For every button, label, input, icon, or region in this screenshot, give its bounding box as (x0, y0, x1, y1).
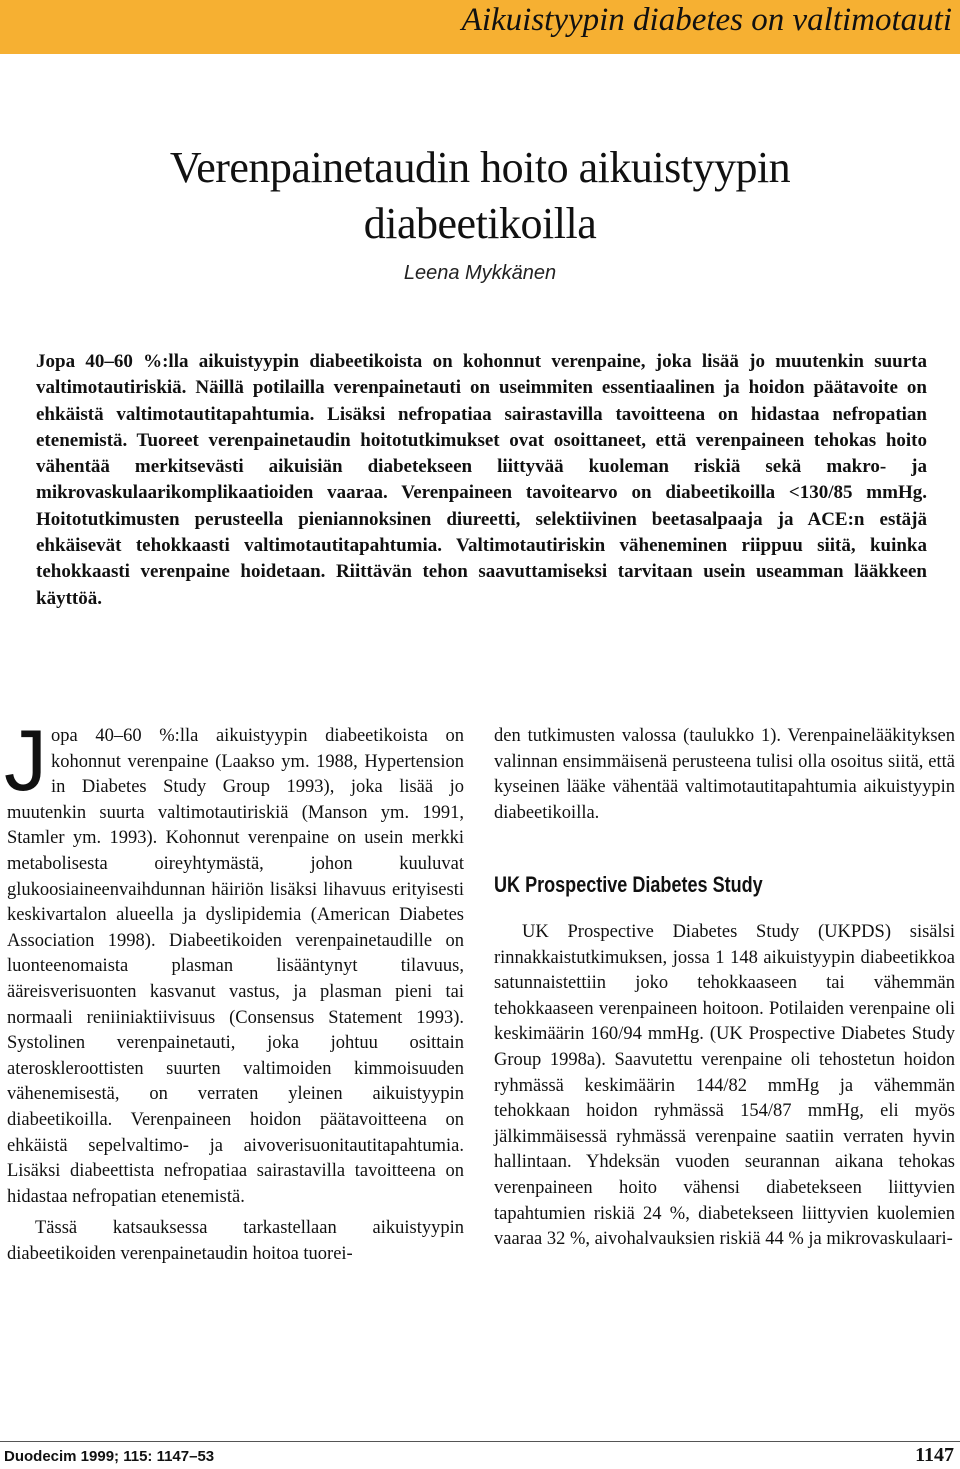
left-column (4, 713, 464, 1267)
intro-paragraph (4, 713, 464, 1210)
series-title: Aikuistyypin diabetes on valtimotauti (461, 2, 952, 38)
abstract: Jopa 40–60 %:lla aikuistyypin diabeetikoista on kohonnut verenpaine, joka lisää jo muutenkin suurta valtimotautiriskiä. Näillä potilailla verenpainetauti on useimmiten essentiaalinen ja hoidon päätavoite on ehkäistä valtimotautitapahtumia. Lisäksi nefropatiaa sairastavilla tavoitteena on hidastaa nefropatian etenemistä. Tuoreet verenpainetaudin hoitotutkimukset ovat osoittaneet, että verenpaineen tehokas hoito vähentää merkitsevästi aikuisiän diabetekseen liittyvää kuoleman riskiä sekä makro- ja mikrovaskulaarikomplikaatioiden vaaraa. Verenpaineen tavoitearvo on diabeetikoilla <130/85 mmHg. Hoitotutkimusten perusteella pieniannoksinen diureetti, selektiivinen beetasalpaaja ja ACE:n estäjä ehkäisevät tehokkaasti valtimotautitapahtumia. Valtimotautiriskin väheneminen riippuu siitä, kuinka tehokkaasti verenpaine hoidetaan. Riittävän tehon saavuttamiseksi tarvitaan usein useamman lääkkeen käyttöä. (36, 351, 927, 609)
page-number: 1147 (915, 1444, 954, 1466)
drop-cap: J (4, 713, 47, 809)
ukpds-paragraph: UK Prospective Diabetes Study (UKPDS) sisälsi rinnakkaistutkimuksen, jossa 1 148 aikuistyypin diabeetikkoa satunnaistettiin joko tehokkaaseen tai vähemmän tehokkaaseen verenpaineen hoitoon. Potilaiden verenpaine oli keskimäärin 160/94 mmHg. (UK Prospective Diabetes Study Group 1998a). Saavutettu verenpaine oli tehostetun hoidon ryhmässä keskimäärin 144/82 mmHg ja vähemmän tehokkaan hoidon ryhmässä 154/87 mmHg, eli myös jälkimmäisessä ryhmässä verenpaine saatiin verraten hyvin hallintaan. Yhdeksän vuoden seurannan aikana tehokas verenpaineen hoito vähensi diabetekseen liittyvien tapahtumien riskiä 24 %, diabetekseen liittyvien kuolemien vaaraa 32 %, aivohalvauksien riskiä 44 % ja mikrovaskulaari- (494, 921, 955, 1250)
section-heading: UK Prospective Diabetes Study (494, 872, 763, 898)
review-paragraph: Tässä katsauksessa tarkastellaan aikuistyypin diabeetikoiden verenpainetaudin hoitoa tuorei- (7, 1218, 464, 1264)
footer-divider (0, 1441, 960, 1442)
article-title-line-2: diabeetikoilla (363, 199, 597, 248)
intro-paragraph-text: opa 40–60 %:lla aikuistyypin diabeetikoista on kohonnut verenpaine (Laakso ym. 1988, Hypertension in Diabetes Study Group 1993), joka lisää jo muutenkin suurta valtimotautiriskiä (Manson ym. 1991, Stamler ym. 1993). Kohonnut verenpaine on usein merkki metabolisesta oireyhtymästä, johon kuuluvat glukoosiaineenvaihdunnan häiriön lisäksi lihavuus erityisesti keskivartalon alueella ja dyslipidemia (American Diabetes Association 1998). Diabeetikoiden verenpainetaudille on luonteenomaista plasman lisääntynyt tilavuus, ääreisverisuonten kasvanut vastus, ja plasman pieni tai normaali reniiniaktiivisuus (Consensus Statement 1993). Systolinen verenpainetauti, joka johtuu osittain ateroskleroottisten suurten valtimoiden kimmoisuuden vähenemisestä, on verraten yleinen aikuistyypin diabeetikoilla. Verenpaineen hoidon päätavoitteena on ehkäistä sepelvaltimo- ja aivoverisuonitautitapahtumia. Lisäksi diabeettista nefropatiaa sairastavilla tavoitteena on hidastaa nefropatian etenemistä. (7, 726, 464, 1207)
author-name: Leena Mykkänen (403, 262, 557, 284)
article-title (0, 140, 960, 252)
continued-paragraph: den tutkimusten valossa (taulukko 1). Verenpainelääkityksen valinnan ensimmäisenä perusteena tulisi olla osoitus siitä, että kyseinen lääke vähentää valtimotautitapahtumia aikuistyypin diabeetikoilla. (494, 726, 955, 823)
article-title-line-1: Verenpainetaudin hoito aikuistyypin (169, 143, 791, 192)
right-column (494, 724, 955, 1253)
journal-citation: Duodecim 1999; 115: 1147–53 (4, 1448, 215, 1465)
header-bar (0, 0, 960, 54)
